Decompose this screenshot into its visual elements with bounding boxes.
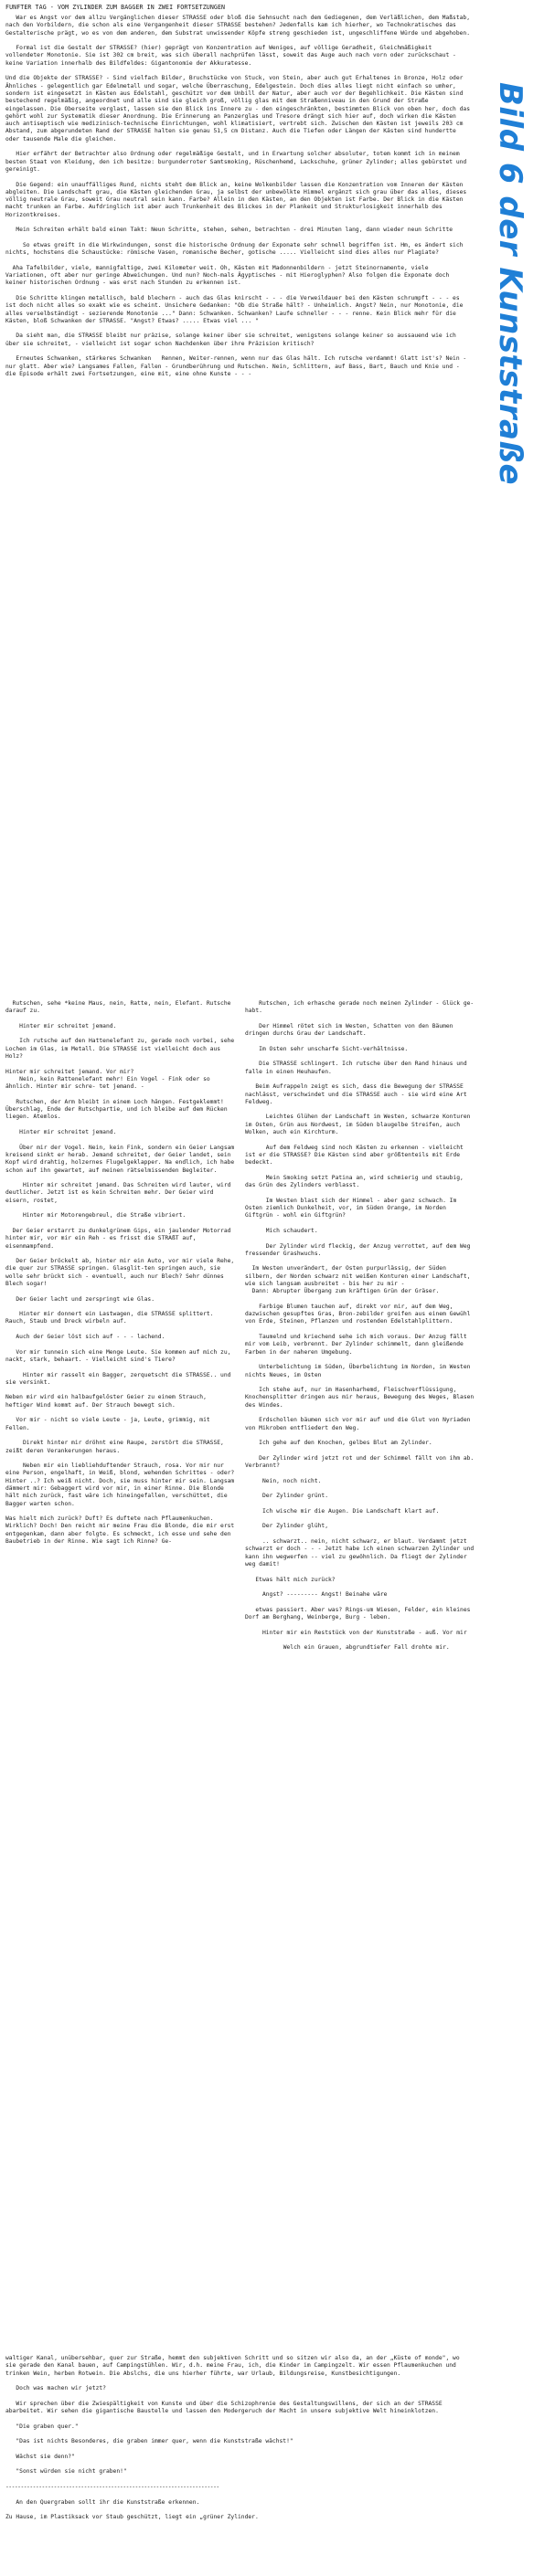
chapter-heading: FUNFTER TAG - VOM ZYLINDER ZUM BAGGER IN ZWEI FORTSETZUNGEN xyxy=(5,4,226,11)
paragraph: Auch der Geier löst sich auf - - - lachend. xyxy=(5,1334,165,1341)
paragraph: Rutschen, der Arm bleibt in einem Loch hängen. Festgeklemmt! Überschlag, Ende der Rutschpartie, und ich bleibe auf dem Rücken liegen. Atemlos. xyxy=(5,1098,231,1121)
paragraph: Der Zylinder wird fleckig, der Anzug verrottet, auf dem Weg fressender Grashwuchs. xyxy=(245,1242,475,1257)
paragraph: Ich gehe auf den Knochen, gelbes Blut am Zylinder. xyxy=(245,1440,432,1447)
paragraph: Der Himmel rötet sich im Westen, Schatten von den Bäumen dringen durchs Grau der Landschaft. xyxy=(245,1022,457,1038)
paragraph: Beim Aufrappeln zeigt es sich, dass die Bewegung der STRASSE nachlässt, verschwindet und die STRASSE auch - sie wird eine Art Feldweg. xyxy=(245,1083,471,1105)
paragraph: Taumelnd und kriechend sehe ich mich voraus. Der Anzug fällt mir vom Leib, verbrennt. Der Zylinder schimmelt, dann gleißende Farben in der naheren Umgebung. xyxy=(245,1334,471,1356)
paragraph: .. schwarzt.. nein, nicht schwarz, er blaut. Verdammt jetzt schwarzt er doch - - - Jetzt habe ich einen schwarzen Zylinder und kann ihn wegwerfen -- viel zu gewöhnlich. Da fliegt der Zylinder weg damit! xyxy=(245,1538,478,1568)
paragraph: Mich schaudert. xyxy=(245,1227,318,1234)
paragraph: Der Zylinder wird jetzt rot und der Schimmel fällt von ihm ab. Verbrannt? xyxy=(245,1454,478,1470)
paragraph: Der Zylinder grünt. xyxy=(245,1493,328,1500)
paragraph: So etwas greift in die Wirkwindungen, sonst die historische Ordnung der Exponate sehr schnell begriffen ist. Hm, es ändert sich nichts, hochstens die Schaustücke: römische Vasen, romanische Becher, gotische ..... Vielleicht sind dies alles nur Plagiate? xyxy=(5,241,467,257)
paragraph: Etwas hält mich zurück? xyxy=(245,1576,336,1583)
paragraph: Hinter mir Motorengebreul, die Straße vibriert. xyxy=(5,1212,187,1219)
paragraph: Vor mir tunnein sich eine Menge Leute. Sie kommen auf mich zu, nackt, stark, behaart. - Vielleicht sind's Tiere? xyxy=(5,1348,235,1363)
paragraph: "Sonst würden sie nicht graben!" xyxy=(5,2468,127,2476)
paragraph: Ich wische mir die Augen. Die Landschaft klart auf. xyxy=(245,1507,440,1515)
paragraph: Der Geier bröckelt ab, hinter mir ein Auto, vor mir viele Rehe, die quer zur STRASSE springen. Glasglit-ten springen auch, sie wolle sehr brückt sich - eventuell, auch nur Blech? Sehr dünnes Blech sogar! xyxy=(5,1258,239,1287)
right-column-without-zylinder xyxy=(245,1000,478,1660)
paragraph: Formal ist die Gestalt der STRASSE? (hier) geprägt von Konzentration auf Weniges, auf völlige Geradheit, Gleichmäßigkeit vollendeter Monotonie. Sie ist 302 cm breit, was sich überall nachprüfen lässt, soweit das Auge auch nach vorn oder zurückschaut - keine Variation innerhalb des Bildfeldes: Gigantonomie der Akkuratesse. xyxy=(5,45,460,67)
paragraph: Ich stehe auf, nur im Hasenharhemd, Fleischverflüssigung, Knochensplitter dringen aus mir heraus, Bewegung des Weges, Blasen des Windes. xyxy=(245,1387,478,1409)
paragraph: Hinter mir schreitet jemand. Das Schreiten wird lauter, wird deutlicher. Jetzt ist es kein Schreiten mehr. Der Geier wird eisern, rostet, xyxy=(5,1182,235,1204)
left-column-with-zylinder xyxy=(5,1000,239,1554)
paragraph: Im Westen unverändert, der Osten purpurlässig, der Süden silbern, der Norden schwarz mit weißen Konturen einer Landschaft, wie sich langsam ausbreitet - bis her zu mir - Dann: Abrupter Übergang zum kräftigen Grün der Gräser. xyxy=(245,1265,471,1295)
paragraph: Über mir der Vogel. Nein, kein Fink, sondern ein Geier Langsam kreisend sinkt er herab. Jemand schreitet, der Geier landet, sein Kopf wird drahtig, holzernes Flugelgeklapper. Na endlich, ich habe schon auf ihn gewartet, auf meinen rätselmissenden Begleiter. xyxy=(5,1144,239,1174)
paragraph: Ich rutsche auf den Hattenelefant zu, gerade noch vorbei, sehe Lochen im Glas, im Metall. Die STRASSE ist vielleicht doch aus Holz? xyxy=(5,1038,239,1061)
paragraph: Neben mir ein liebliehduftender Strauch, rosa. Vor mir nur eine Person, engelhaft, in Weiß, blond, wehenden Schrittes - oder? Hinter ..? Ich weiß nicht. Doch, sie muss hinter mir sein. Langsam dämmert mir: Gebaggert wird vor mir, in einer Rinne. Die Blonde hält mich zurück, fast wäre ich hineingefallen, verschüttet, die Bagger warten schon. xyxy=(5,1462,239,1507)
paragraph: "Das ist nichts Besonderes, die graben immer quer, wenn die Kunststraße wächst!" xyxy=(5,2438,293,2445)
paragraph: Im Westen blast sich der Himmel - aber ganz schwach. Im Osten ziemlich Dunkelheit, vor, im Süden Orange, im Norden Giftgrün - wohl ein Giftgrün? xyxy=(245,1197,461,1219)
paragraph: Da sieht man, die STRASSE bleibt nur präzise, solange keiner über sie schreitet, wenigstens solange keiner so aussauend wie ich über sie schreitet, - vielleicht ist sogar schon Nachdenken über ihre Präzision kritisch? xyxy=(5,333,460,347)
paragraph: Hinter mir rasselt ein Bagger, zerquetscht die STRASSE.. und sie versinkt. xyxy=(5,1371,235,1386)
paragraph: Hinter mir ein Reststück von der Kunststraße - auß. Vor mir xyxy=(245,1629,467,1636)
paragraph: waltiger Kanal, unübersehbar, quer zur Straße, hemmt den subjektiven Schritt und so sitzen wir also da, an der „Küste of monde", wo sie gerade den Kanal bauen, auf Campingstühlen. Wir, d.h. meine Frau, ich, die Kinder im Campingzelt. Wir essen Pflaumenkuchen und trinken Wein, herben Rotwein. Die Abslchs, die uns hierher führte, war Urlaub, Bildungsreise, Kunstbesichtigungen. xyxy=(5,2355,464,2377)
paragraph: Mein Smoking setzt Patina an, wird schmierig und staubig, das Grün des Zylinders verblasst. xyxy=(245,1174,467,1189)
paragraph: Wächst sie denn?" xyxy=(5,2453,75,2460)
side-title: Bild 6 der Kunststraße xyxy=(492,82,528,485)
side-title-container xyxy=(483,82,538,649)
intro-text xyxy=(5,15,472,386)
paragraph: Neben mir wird ein halbaufgelöster Geier zu einem Strauch, heftiger Wind kommt auf. Der Strauch bewegt sich. xyxy=(5,1394,210,1409)
paragraph: Was hielt mich zurück? Duft? Es duftete nach Pflaumenkuchen. Wirklich? Doch! Den reicht mir meine Frau die Blonde, die mir erst entgegenkam, dann aber folgte. Es schmeckt, ich esse und sehe den Baubetrieb in der Rinne. Wie sagt ich Rinne? Ge- xyxy=(5,1515,239,1546)
paragraph: War es Angst vor dem allzu Vergänglichen dieser STRASSE oder bloß die Sehnsucht nach dem Gediegenen, dem Verläßlichen, dem Maßstab, nach den Vorbildern, die schon als eine Vergangenheit dieser STRASSE bestehen? Jedenfalls kam ich hierher, wo Technokratisches das Gestalterische prägt, wo es von dem anderen, dem Substrat unwissender Köpfe streng geschieden ist, ungeschliffene Würde und abgehoben. xyxy=(5,15,474,37)
paragraph: "Die graben quer." xyxy=(5,2423,79,2430)
paragraph: Erneutes Schwanken, stärkeres Schwanken Rennen, Weiter-rennen, wenn nur das Glas hält. Ich rutsche verdammt! Glatt ist's? Nein - nur glatt. Aber wie? Langsames Fallen, Fallen - Grundberührung und Rutschen. Nein, Schlittern, auf Bass, Bart, Bauch und Knie und - die Episode erhält zwei Fortsetzungen, eine mit, eine ohne Kunste - - - xyxy=(5,355,471,377)
paragraph: Zu Hause, im Plastiksack vor Staub geschützt, liegt ein „grüner Zylinder. xyxy=(5,2514,259,2521)
paragraph: Hinter mir schreitet jemand. xyxy=(5,1022,117,1029)
paragraph: Hinter mir schreitet jemand. xyxy=(5,1129,117,1136)
paragraph: Mein Schreiten erhält bald einen Takt: Neun Schritte, stehen, sehen, betrachten - drei Minuten lang, dann wieder neun Schritte xyxy=(5,227,453,234)
paragraph: Die Schritte klingen metallisch, bald blechern - auch das Glas knirscht - - - die Verweildauer bei den Kästen schrumpft - - - es ist doch nicht alles so exakt wie es scheint. Unsichere Gedanken: "Ob die Straße hält? - Unheimlich. Angst? Nein, nur Monotonie, die alles verselbständigt - sezierende Monotonie ..." Dann: Schwanken. Schwanken? Laufe schneller - - - renne. Kein Blick mehr für die Kästen, bloß Schwanken der STRASSE. "Angst? Etwas? ..... Etwas viel ... " xyxy=(5,294,467,324)
paragraph: Der Geier erstarrt zu dunkelgrünem Gips, ein jaulender Motorrad hinter mir, vor mir ein Reh - es frisst die STRAßT auf, eisenmampfend. xyxy=(5,1227,235,1250)
paragraph: Im Osten sehr unscharfe Sicht-verhältnisse. xyxy=(245,1045,409,1052)
paragraph: Aha Tafelbilder, viele, mannigfaltige, zwei Kilometer weit. Oh, Kästen mit Madonnenbildern - jetzt Steinornamente, viele Variationen, oft aber nur geringe Abweichungen. Und nun? Noch-mals Ägyptisches - mit Hieroglyphen? Also folgen die Exponate doch keiner historischen Ordnung - was erst nach Stunden zu erkennen ist. xyxy=(5,264,453,287)
paragraph: Farbige Blumen tauchen auf, direkt vor mir, auf dem Weg, dazwischen gesupftes Gras, Bron-zebilder greifen aus einem Gewühl von Erde, Steinen, Pflanzen und rostenden Edelstahlplittern. xyxy=(245,1303,475,1325)
paragraph: Die STRASSE schlingert. Ich rutsche über den Rand hinaus und falle in einen Heuhaufen. xyxy=(245,1061,471,1075)
paragraph: Der Zylinder glüht, xyxy=(245,1523,328,1530)
paragraph: Erdschollen bäumen sich vor mir auf und die Glut von Nyriaden von Mikroben entfliedert den Weg. xyxy=(245,1417,475,1431)
paragraph: Welch ein Grauen, abgrundtiefer Fall drohte mir. xyxy=(245,1644,450,1652)
paragraph: Rutschen, ich erhasche gerade noch meinen Zylinder - Glück ge-habt. xyxy=(245,1000,475,1015)
paragraph: Hinter mir donnert ein Lastwagen, die STRASSE splittert. Rauch, Staub und Dreck wirbeln auf. xyxy=(5,1311,218,1325)
paragraph: etwas passiert. Aber was? Rings-um Wiesen, Felder, ein kleines Dorf am Berghang, Weinberge, Burg - leben. xyxy=(245,1606,475,1621)
separator-line: ----------------------------------------------------------------------- xyxy=(5,2484,219,2491)
paragraph: Rutschen, sehe *keine Maus, nein, Ratte, nein, Elefant. Rutsche darauf zu. xyxy=(5,1000,235,1015)
paragraph: An den Quergraben sollt ihr die Kunststraße erkennen. xyxy=(5,2498,200,2506)
paragraph: Direkt hinter mir dröhnt eine Raupe, zerstört die STRASSE, zeißt deren Verankerungen heraus. xyxy=(5,1440,228,1454)
paragraph: Die Gegend: ein unauffälliges Rund, nichts steht dem Blick an, keine Wolkenbilder lassen die Konzentration vom Inneren der Kästen abgleiten. Die Landschaft grau, die Kästen gleichenden Grau, ja selbst der unbewölkte Himmel ergänzt sich grau über das alles, dieses völlig neutrale Grau, soweit Grau neutral sein kann. Farbe? Allein in den Kästen, an den Objekten ist Farbe. Der Blick in die Kästen macht trunken an Farbe. Aufdringlich ist aber auch Trunkenheit des Blickes in der Plankeit und Strukturlosigkeit innerhalb des Horizontkreises. xyxy=(5,181,471,218)
paragraph: Doch was machen wir jetzt? xyxy=(5,2385,106,2392)
paragraph: Und die Objekte der STRASSE? - Sind vielfach Bilder, Bruchstücke von Stuck, von Stein, aber auch gut Erhaltenes in Bronze, Holz oder Ähnliches - gelegentlich gar Edelmetall und sogar, welche Überraschung, Edelgestein. Doch dies alles liegt nicht einfach so umher, sondern ist eingesetzt in Kästen aus Edelstahl, geschützt vor dem Unbill der Natur, aber auch vor der Begehlichkeit. Die Kästen sind bestechend regelmäßig, angeordnet und alle sind sie gleich groß, völlig glas mit dem Straßenniveau in den Grund der Straße eingelassen. Die Oberseite verglast, lassen sie den Blick ins Innere zu - den eingeschränkten, bestimmten Blick von oben her, doch das gehört wohl zur Systematik dieser Anordnung. Die Erinnerung an Panzerglas und Tresore drängt sich hier auf, doch wirken die Kästen auch antiseptisch wie medizinisch-technische Einrichtungen, wohl klimatisiert, vertrebt sich. Zwischen den Kästen ist jeweils 203 cm Abstand, zum abgerundeten Rand der STRASSE halten sie genau 51,5 cm Distanz. Auch die Tiefen oder Längen der Kästen sind hundertte oder tausende Male die gleichen. xyxy=(5,75,474,143)
paragraph: Hier erfährt der Betrachter also Ordnung oder regelmäßige Gestalt, und in Erwartung solcher absoluter, totem kommt ich in meinem besten Staat von Kleidung, den ich besitze: burgunderroter Samtsmoking, Rüschenhemd, Lackschuhe, grüner Zylinder; alles gebürstet und gereinigt. xyxy=(5,151,471,173)
paragraph: Angst? --------- Angst! Beinahe wäre xyxy=(245,1591,388,1599)
closing-text xyxy=(5,2355,472,2529)
paragraph: Nein, noch nicht. xyxy=(245,1477,322,1484)
paragraph: Auf dem Feldweg sind noch Kästen zu erkennen - vielleicht ist er die STRASSE? Die Kästen sind aber größtenteils mit Erde bedeckt. xyxy=(245,1144,467,1167)
paragraph: Unterbelichtung im Süden, Überbelichtung im Norden, im Westen nichts Neues, im Osten xyxy=(245,1364,475,1378)
paragraph: Vor mir - nicht so viele Leute - ja, Leute, grimmig, mit Fellen. xyxy=(5,1417,214,1431)
paragraph: Wir sprechen über die Zwiespältigkeit von Kunste und über die Schizophrenie des Gestaltungswillens, der sich an der STRASSE abarbeitet. Wir sehen die gigantische Baustelle und lassen den Modergeruch der Macht in unsere subjektive Welt hineinklotzen. xyxy=(5,2400,446,2415)
paragraph: Leichtes Glühen der Landschaft im Westen, schwarze Konturen im Osten, Grün aus Nordwest, im Süden blaugelbe Streifen, auch Wolken, auch ein Kirchturm. xyxy=(245,1114,475,1136)
paragraph: Der Geier lacht und zerspringt wie Glas. xyxy=(5,1295,155,1303)
paragraph: Hinter mir schreitet jemand. Vor mir? Nein, kein Rattenelefant mehr! Ein Vogel - Fink oder so ähnlich. Hinter mir schre- tet jemand. - xyxy=(5,1068,210,1091)
